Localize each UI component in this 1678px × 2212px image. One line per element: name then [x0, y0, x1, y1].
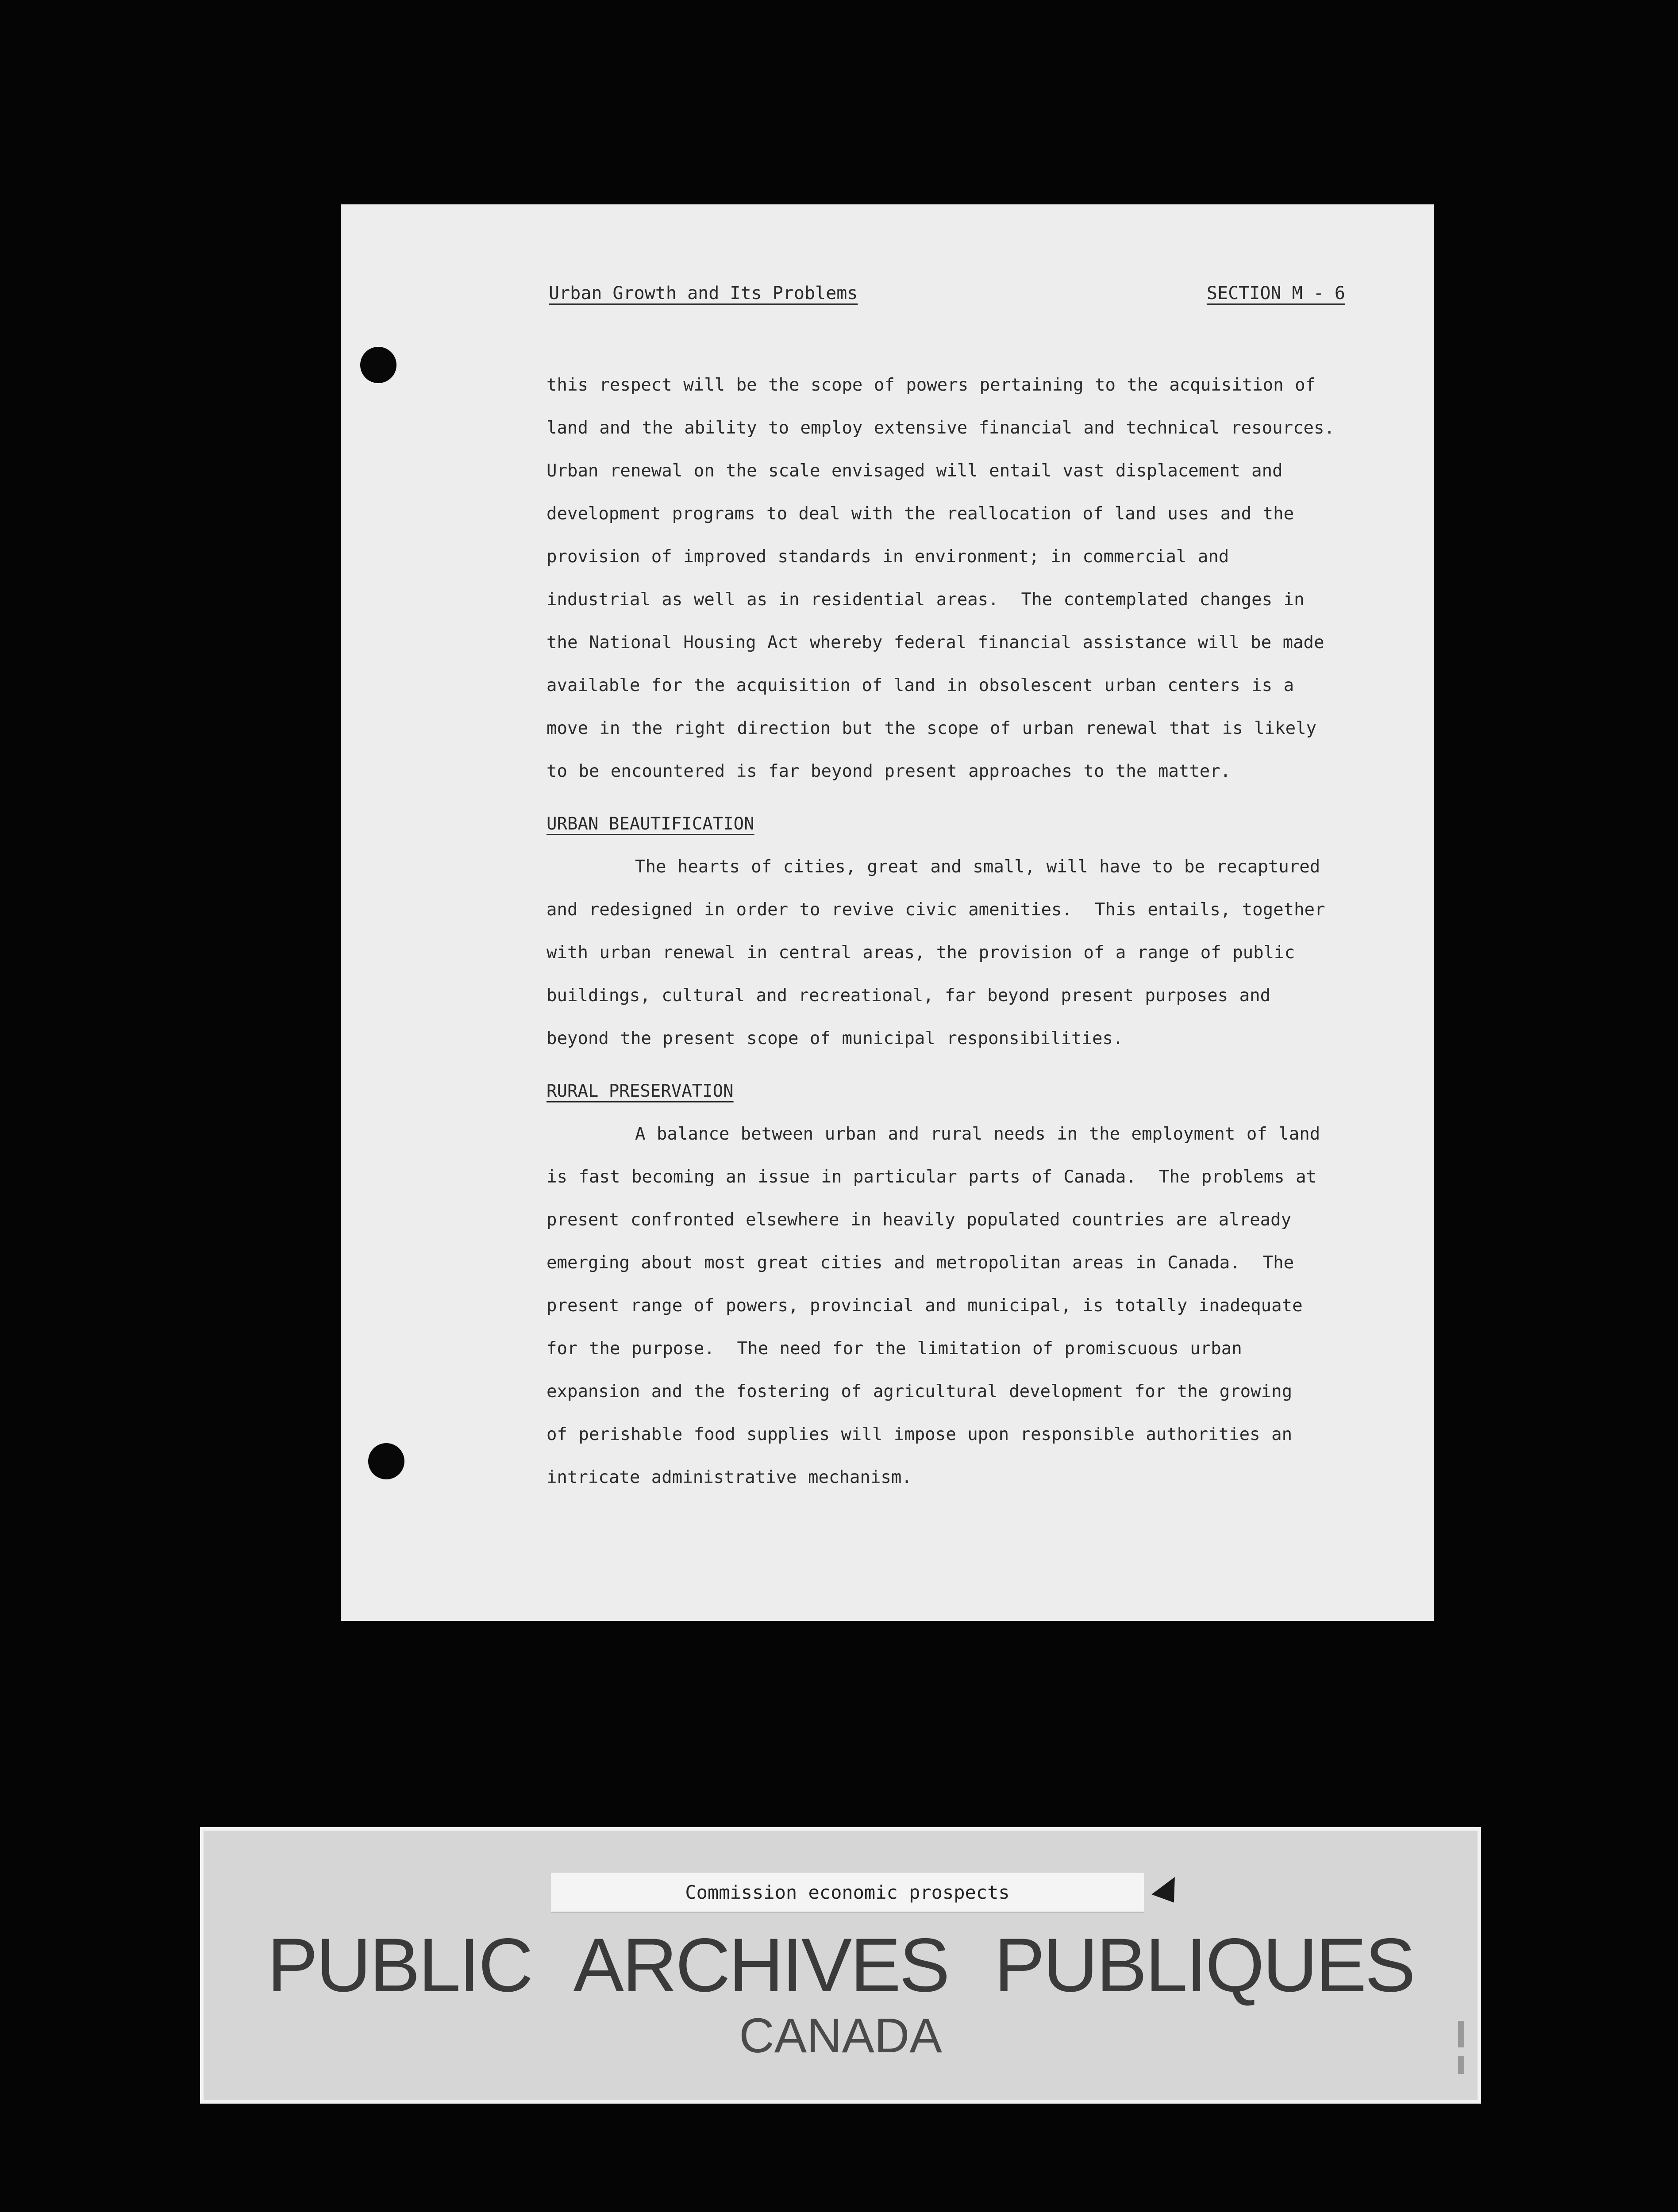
paragraph-rural-preservation	[547, 1113, 1365, 1499]
text-line: present range of powers, provincial and municipal, is totally inadequate	[547, 1296, 1303, 1316]
text-line: beyond the present scope of municipal responsibilities.	[547, 1029, 1124, 1048]
text-line: available for the acquisition of land in obsolescent urban centers is a	[547, 676, 1294, 695]
text-line: emerging about most great cities and metropolitan areas in Canada. The	[547, 1253, 1294, 1273]
text-line: of perishable food supplies will impose upon responsible authorities an	[547, 1425, 1293, 1444]
archives-title: PUBLIC ARCHIVES PUBLIQUES	[267, 1923, 1414, 2008]
text-line: A balance between urban and rural needs in the employment of land	[635, 1124, 1320, 1144]
header-title: Urban Growth and Its Problems	[549, 283, 858, 303]
heading-rural-preservation: RURAL PRESERVATION	[547, 1081, 734, 1101]
heading-urban-beautification: URBAN BEAUTIFICATION	[547, 814, 754, 834]
text-line: for the purpose. The need for the limitation of promiscuous urban	[547, 1339, 1242, 1359]
text-line: this respect will be the scope of powers pertaining to the acquisition of	[547, 375, 1316, 395]
text-line: and redesigned in order to revive civic amenities. This entails, together	[547, 900, 1325, 920]
punch-hole-bottom	[368, 1443, 404, 1479]
text-line: to be encountered is far beyond present approaches to the matter.	[547, 761, 1231, 781]
text-line: expansion and the fostering of agricultural development for the growing	[547, 1382, 1293, 1402]
text-line: buildings, cultural and recreational, far beyond present purposes and	[547, 986, 1271, 1006]
paragraph-intro	[547, 364, 1365, 793]
punch-hole-top	[360, 347, 396, 383]
header-section: SECTION M - 6	[1206, 283, 1345, 303]
edge-mark	[1458, 2021, 1464, 2047]
document-page	[341, 204, 1434, 1621]
tab-mark-icon	[1151, 1871, 1182, 1902]
text-line: development programs to deal with the reallocation of land uses and the	[547, 504, 1294, 524]
body-text	[547, 364, 1365, 1499]
archives-country: CANADA	[739, 2008, 942, 2063]
text-line: move in the right direction but the scope of urban renewal that is likely	[547, 718, 1317, 738]
page-header	[549, 283, 1345, 310]
text-line: the National Housing Act whereby federal financial assistance will be made	[547, 633, 1324, 653]
edge-mark	[1458, 2056, 1464, 2074]
paragraph-urban-beautification	[547, 845, 1365, 1060]
text-line: with urban renewal in central areas, the provision of a range of public	[547, 943, 1295, 963]
text-line: provision of improved standards in environment; in commercial and	[547, 547, 1229, 567]
text-line: industrial as well as in residential areas. The contemplated changes in	[547, 590, 1305, 610]
label-strip: Commission economic prospects	[551, 1873, 1144, 1913]
text-line: land and the ability to employ extensive financial and technical resources.	[547, 418, 1335, 438]
text-line: is fast becoming an issue in particular parts of Canada. The problems at	[547, 1167, 1317, 1187]
archive-label-card	[200, 1827, 1481, 2104]
text-line: The hearts of cities, great and small, will have to be recaptured	[635, 857, 1320, 877]
text-line: present confronted elsewhere in heavily populated countries are already	[547, 1210, 1292, 1230]
text-line: intricate administrative mechanism.	[547, 1467, 912, 1487]
text-line: Urban renewal on the scale envisaged will entail vast displacement and	[547, 461, 1283, 481]
